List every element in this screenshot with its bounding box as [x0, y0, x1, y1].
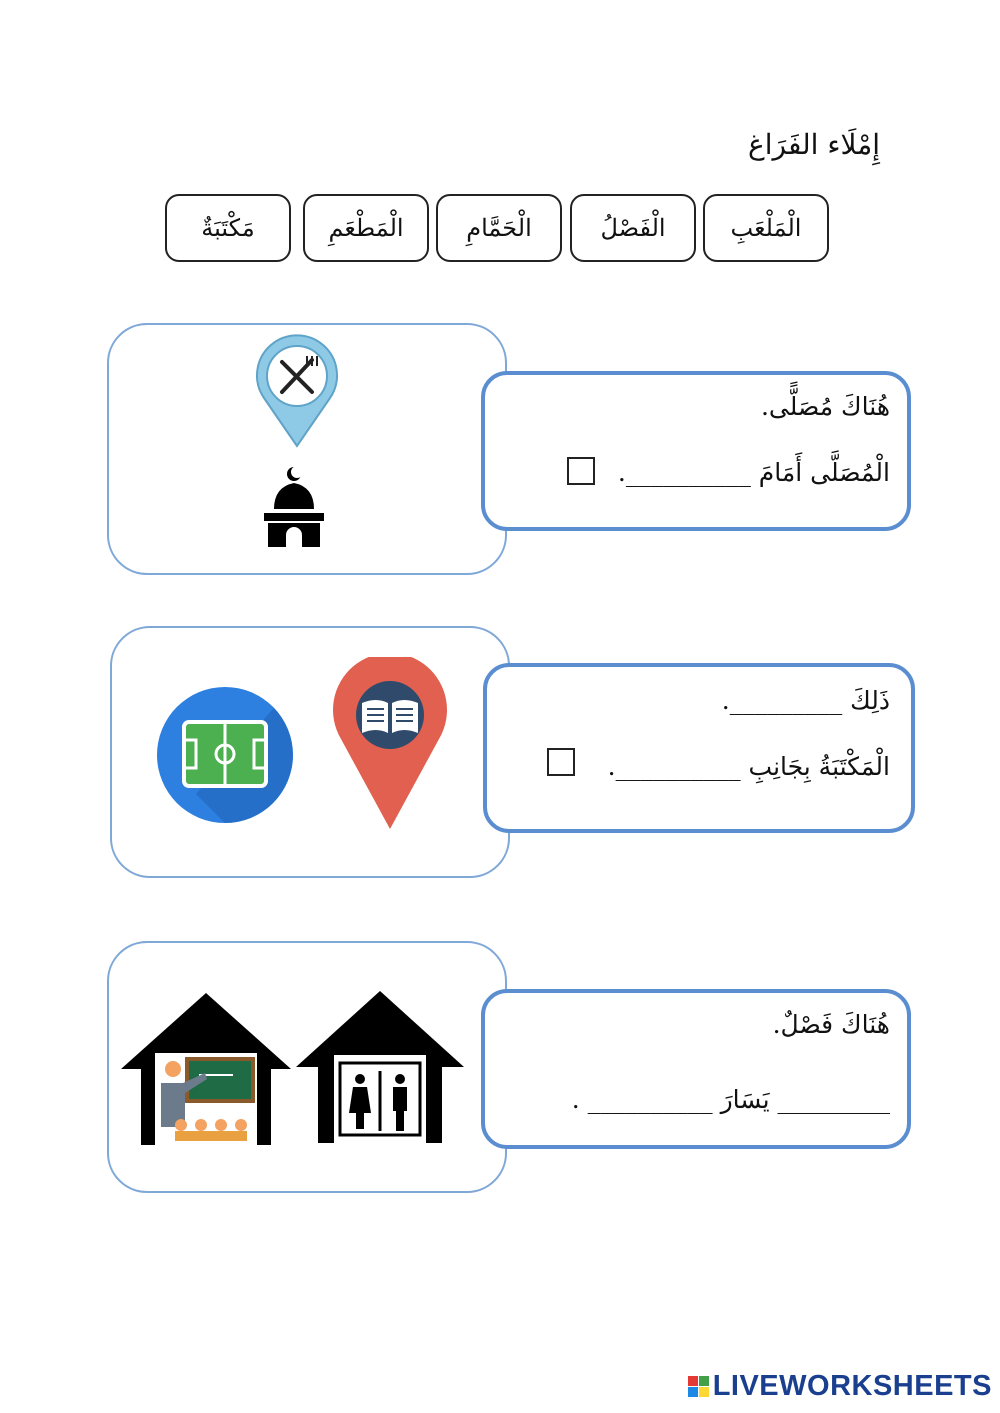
word-label: الْحَمَّامِ: [466, 214, 532, 242]
question-1-blank-sentence[interactable]: الْمُصَلَّى أَمَامَ __________.: [617, 458, 890, 487]
brand-text: LIVEWORKSHEETS: [712, 1370, 992, 1402]
question-3-blank-sentence[interactable]: _________ يَسَارَ __________ .: [571, 1085, 890, 1114]
answer-checkbox-2[interactable]: [547, 748, 575, 776]
restaurant-pin-icon: [250, 332, 345, 450]
classroom-house-icon: [121, 993, 291, 1145]
library-pin-icon: [331, 657, 449, 832]
restroom-house-icon: [296, 991, 464, 1143]
liveworksheets-brand: [688, 1370, 992, 1403]
word-label: مَكْتَبَةٌ: [201, 214, 255, 242]
word-bank-item[interactable]: [303, 194, 429, 262]
mosque-icon: [262, 465, 326, 547]
question-2-blank-sentence[interactable]: ذَلِكَ _________.: [721, 686, 890, 715]
word-label: الْمَلْعَبِ: [730, 214, 802, 242]
question-2-blank-sentence[interactable]: الْمَكْتَبَةُ بِجَانِبِ __________.: [607, 752, 890, 781]
word-label: الْمَطْعَمِ: [328, 214, 404, 242]
liveworksheets-logo-icon: [688, 1376, 709, 1397]
word-bank-item[interactable]: [570, 194, 696, 262]
answer-checkbox-1[interactable]: [567, 457, 595, 485]
word-bank-item[interactable]: [165, 194, 291, 262]
question-1-sentence: هُنَاكَ مُصَلًّى.: [760, 392, 890, 421]
word-bank-item[interactable]: [703, 194, 829, 262]
word-label: الْفَصْلُ: [600, 214, 666, 242]
football-field-icon: [156, 686, 296, 824]
worksheet-title: إِمْلَاء الفَرَاغ: [748, 128, 880, 161]
word-bank-item[interactable]: [436, 194, 562, 262]
question-3-sentence: هُنَاكَ فَصْلٌ.: [772, 1010, 890, 1039]
